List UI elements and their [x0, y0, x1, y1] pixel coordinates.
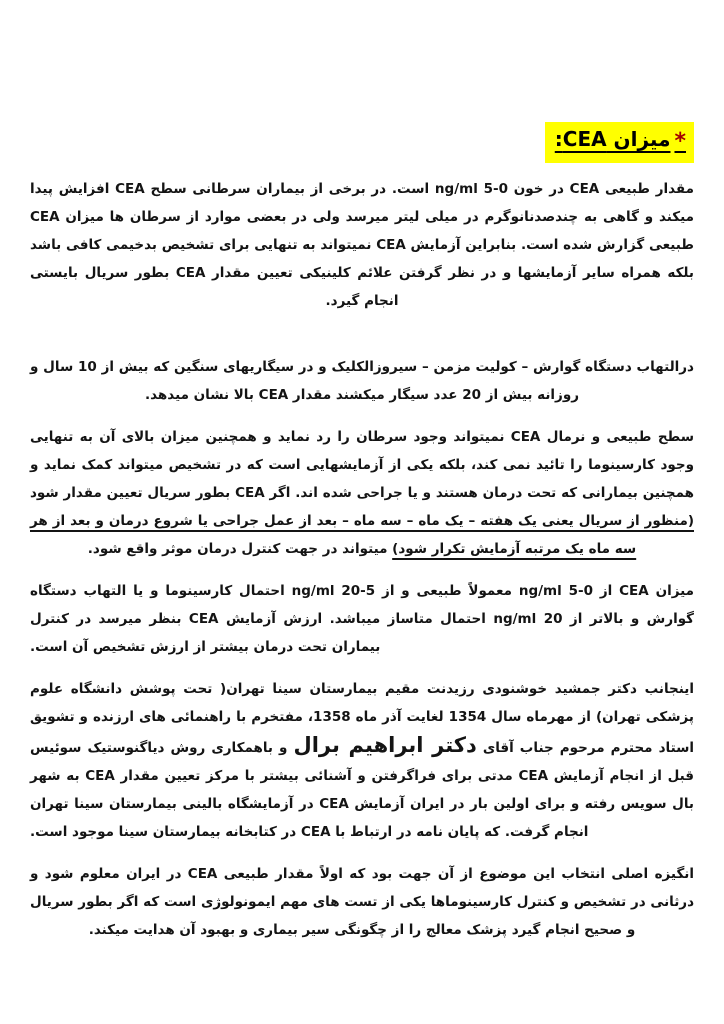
paragraph-cea-normal-range — [30, 175, 694, 315]
section-heading — [30, 122, 694, 163]
paragraph-serial-testing — [30, 423, 694, 563]
body-text-run: مقدار طبیعی CEA در خون 0-5 ng/ml است. در برخی از بیماران سرطانی سطح CEA افزایش پیدا میکند و گاهی به چندصدنانوگرم در میلی لیتر میرسد ولی در بعضی موارد از سرطان ها میزان CEA طبیعی گزارش شده است. بنابراین آزمایش CEA نمیتواند به تنهایی برای تشخیص بدخیمی کافی باشد بلکه همراه سایر آزمایشها و در نظر گرفتن علائم کلینیکی تعیین مقدار CEA بطور سریال بایستی انجام گیرد. — [30, 180, 695, 309]
heading-text: میزان CEA: — [554, 127, 671, 151]
body-text-run: سطح طبیعی و نرمال CEA نمیتواند وجود سرطان را رد نماید و همچنین میزان بالای آن به تنهایی وجود کارسینوما را تائید نمی کند، بلکه یکی از آزمایشهایی است که در تشخیص میتواند کمک نماید و همچنین بیمارانی که تحت درمان هستند و یا جراحی شده اند. اگر CEA بطور سریال تعیین مقدار شود — [30, 428, 694, 501]
body-text-run: و باهمکاری روش دیاگنوستیک سوئیس قبل از انجام آزمایش CEA مدتی برای فراگرفتن و آشنائی بیشتر با مرکز تعیین مقدار CEA به شهر بال سویس رفته و برای اولین بار در ایران آزمایش CEA در آزمایشگاه بالینی بیمارستان سینا تهران انجام گرفت. که پایان نامه در ارتباط با CEA در کتابخانه بیمارستان سینا موجود است. — [30, 739, 695, 840]
body-text-run: میتواند در جهت کنترل درمان موثر واقع شود. — [87, 540, 393, 557]
paragraph-motivation — [30, 860, 694, 944]
body-text-run: درالتهاب دستگاه گوارش – کولیت مزمن – سیروزالکلیک و در سیگاریهای سنگین که بیش از 10 سال و روزانه بیش از 20 عدد سیگار میکشند مقدار CEA بالا نشان میدهد. — [30, 358, 694, 403]
body-text-run: اینجانب دکتر جمشید خوشنودی رزیدنت مقیم بیمارستان سینا تهران( تحت پوشش دانشگاه علوم پزشکی تهران) از مهرماه سال 1354 لغایت آذر ماه 1358، مفتخرم با راهنمائی های ارزنده و تشویق استاد محترم مرحوم جناب آقای — [30, 680, 694, 756]
body-text-run: میزان CEA از 0-5 ng/ml معمولاً طبیعی و از 5-20 ng/ml احتمال کارسینوما و یا التهاب دستگاه گوارش و بالاتر از 20 ng/ml احتمال متاساز میباشد. ارزش آزمایش CEA بنظر میرسد در کنترل بیماران تحت درمان بیشتر از ارزش تشخیص آن است. — [30, 582, 695, 655]
underlined-note-text: (منظور از سریال یعنی یک هفته – یک ماه – سه ماه – بعد از عمل جراحی یا شروع درمان و بعد از هر سه ماه یک مرتبه آزمایش تکرار شود) — [30, 512, 694, 557]
paragraph-value-ranges — [30, 577, 694, 661]
body-text-run: انگیزه اصلی انتخاب این موضوع از آن جهت بود که اولاً مقدار طبیعی CEA در ایران معلوم شود و درثانی در تشخیص و کنترل کارسینوماها یکی از تست های مهم ایمونولوژی است که اگر بطور سریال و صحیح انجام گیرد پزشک معالج را از چگونگی سیر بیماری و بهبود آن هدایت میکند. — [30, 865, 694, 938]
asterisk-icon: * — [674, 129, 686, 154]
highlighted-heading — [545, 122, 694, 163]
paragraph-elevated-causes — [30, 353, 694, 409]
paragraph-author-history — [30, 675, 694, 846]
doctor-name-text: دکتر ابراهیم برال — [293, 732, 477, 757]
